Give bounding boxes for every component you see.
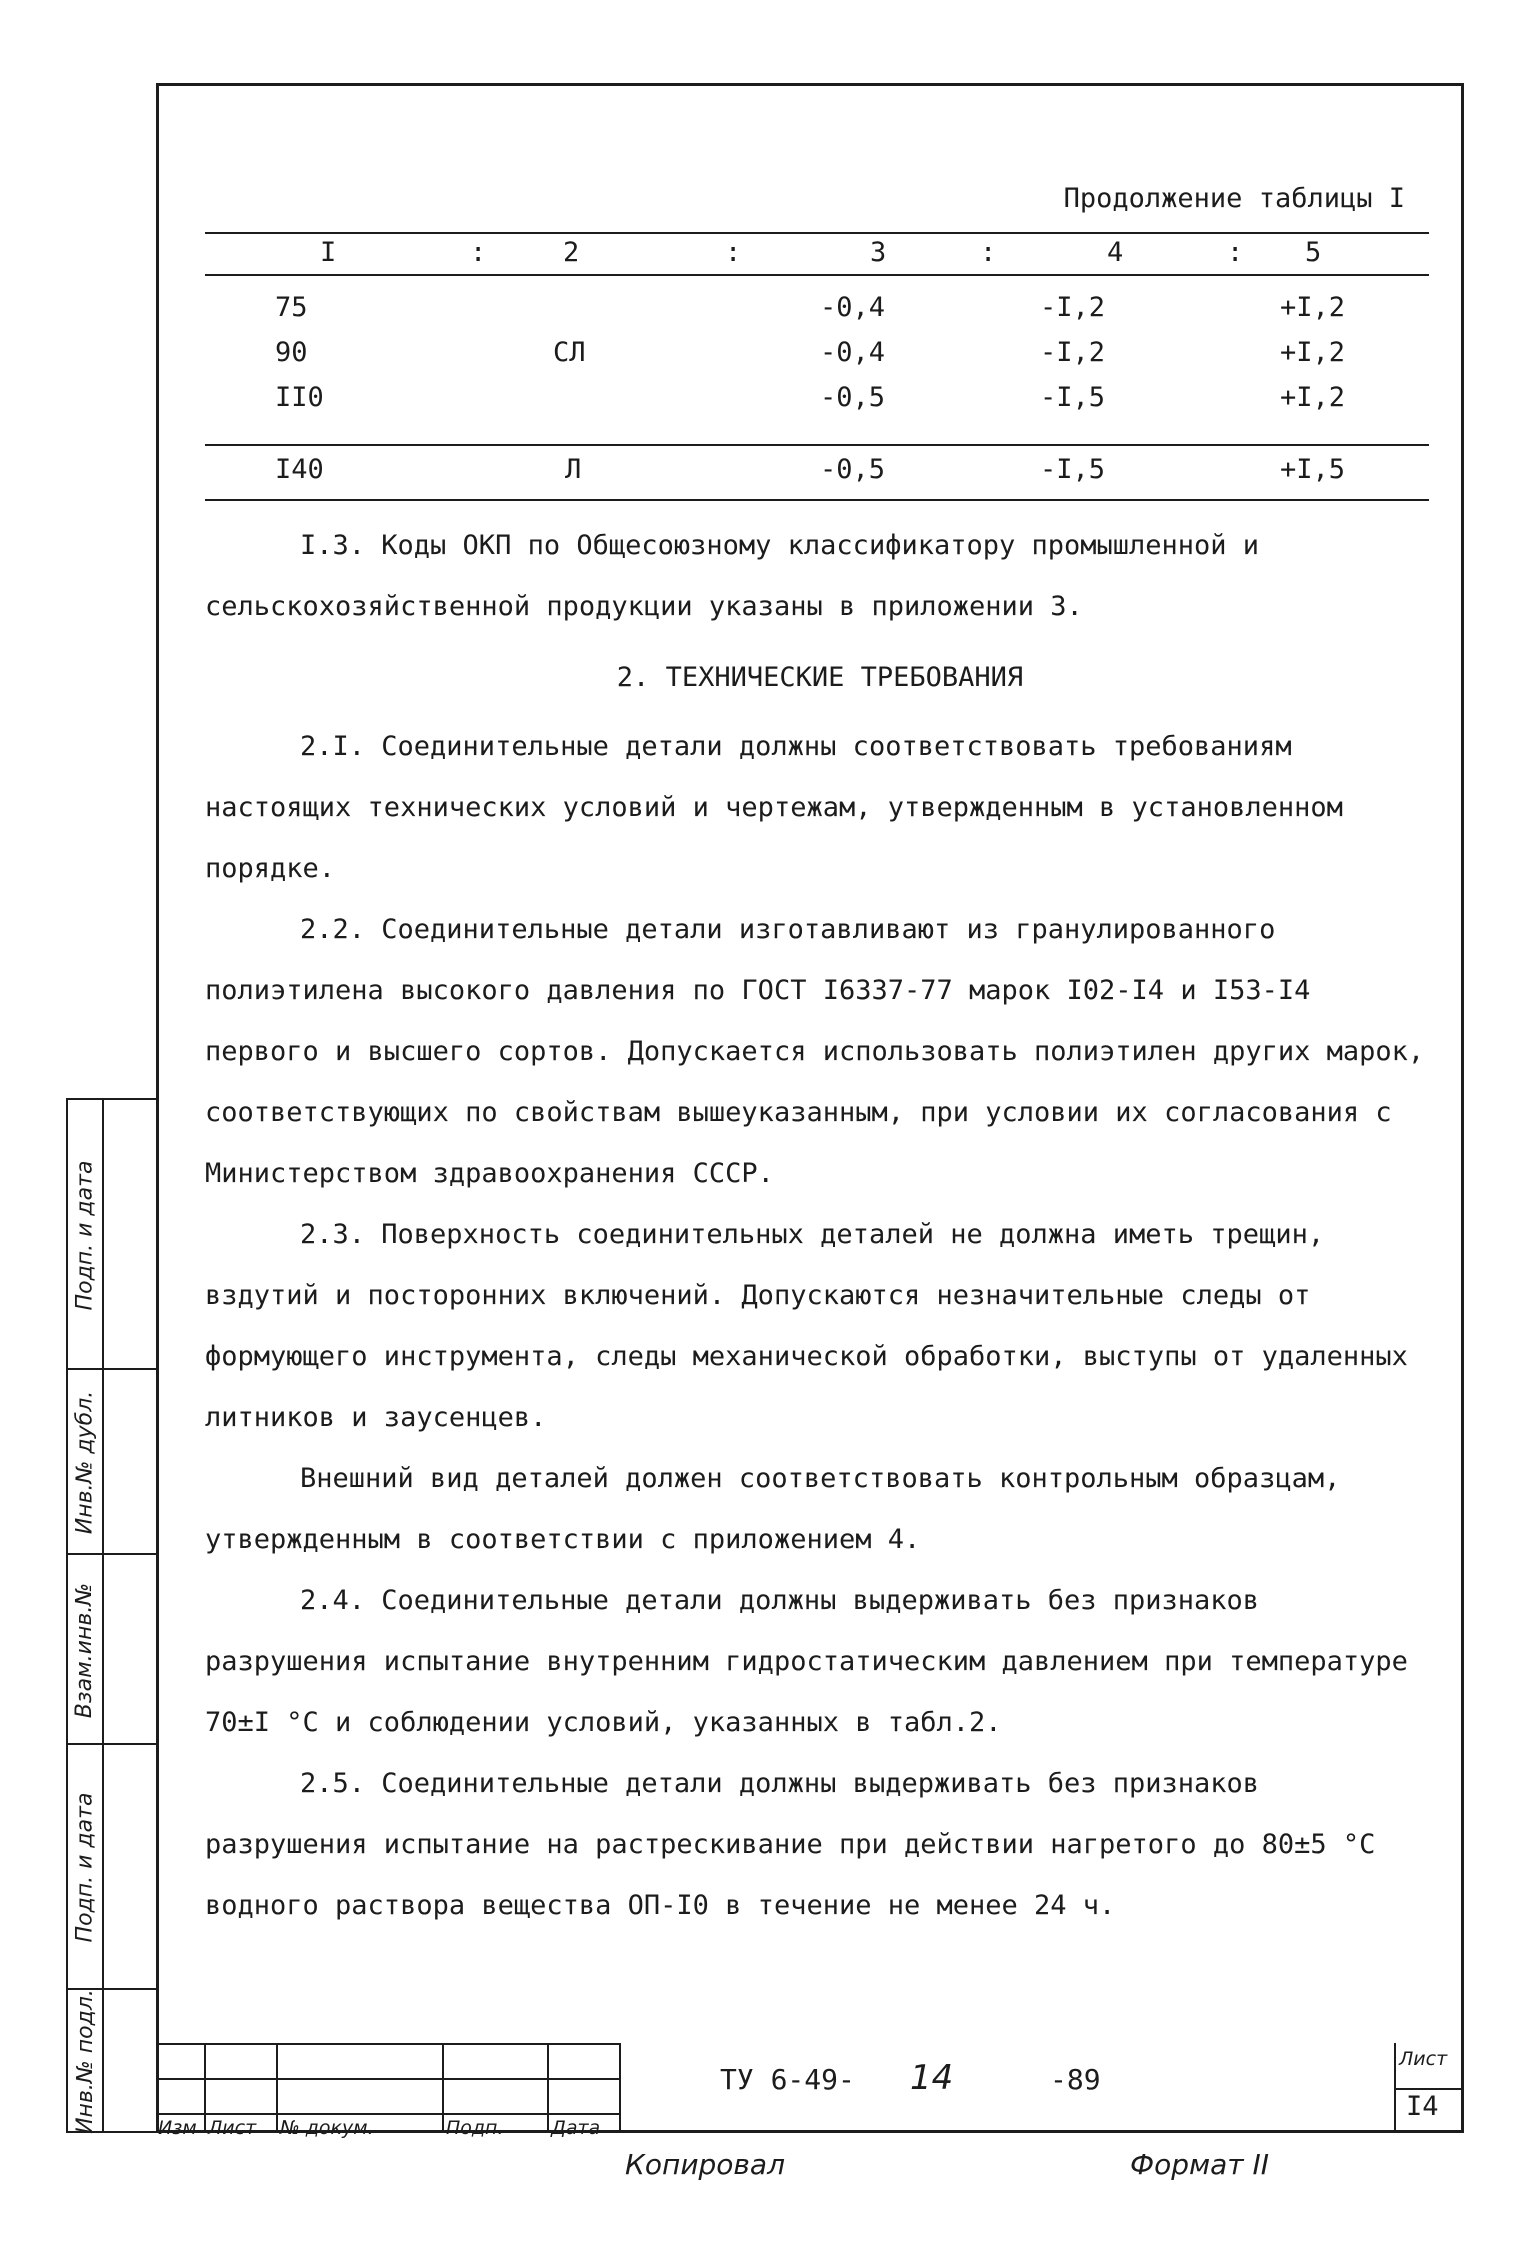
table-cell: -I,5 xyxy=(1040,382,1106,413)
table-cell: 90 xyxy=(275,337,308,368)
side-stamp xyxy=(66,1098,156,2133)
table-cell: Л xyxy=(565,454,582,485)
title-block-divider xyxy=(619,2043,621,2133)
table-header-cell: 3 xyxy=(870,237,887,268)
paragraph-2-2: 2.2. Соединительные детали изготавливают из гранулированного полиэтилена высокого давления по ГОСТ I6337-77 марок I02-I4 и I53-I4 первого и высшего сортов. Допускается использовать полиэтилен других марок, соответствующих по свойствам вышеуказанным, при условии их согласования с Министерством здравоохранения СССР. xyxy=(205,914,1425,1189)
side-label-orig-inv: Инв.№ подл. xyxy=(72,1989,98,2134)
table-cell: II0 xyxy=(275,382,324,413)
table-rule-top xyxy=(205,232,1429,234)
title-block-rule xyxy=(156,2078,621,2080)
paragraph-1-3: I.3. Коды ОКП по Общесоюзному классификатору промышленной и сельскохозяйственной продукции указаны в приложении 3. xyxy=(205,530,1260,622)
doc-code-suffix: -89 xyxy=(1050,2063,1101,2096)
table-caption: Продолжение таблицы I xyxy=(1063,183,1405,214)
label-sheet: Лист xyxy=(208,2117,257,2139)
sheet-number: I4 xyxy=(1406,2091,1439,2122)
title-block-divider xyxy=(1394,2043,1396,2133)
title-block-divider xyxy=(276,2043,278,2133)
side-label-dup-inv: Инв.№ дубл. xyxy=(72,1390,98,1535)
title-block-rule xyxy=(1394,2088,1464,2090)
table-header-sep: : xyxy=(725,237,742,268)
table-header-cell: I xyxy=(320,237,337,268)
paragraph-2-3-appearance: Внешний вид деталей должен соответствовать контрольным образцам, утвержденным в соответствии с приложением 4. xyxy=(205,1463,1341,1555)
table-rule-header xyxy=(205,274,1429,276)
table-cell: -I,5 xyxy=(1040,454,1106,485)
table-cell: -I,2 xyxy=(1040,337,1106,368)
table-cell: +I,2 xyxy=(1280,292,1346,323)
table-cell: -I,2 xyxy=(1040,292,1106,323)
label-date: Дата xyxy=(551,2117,601,2139)
footer-copied: Копировал xyxy=(625,2148,785,2181)
paragraph-2-3: 2.3. Поверхность соединительных деталей не должна иметь трещин, вздутий и посторонних включений. Допускаются незначительные следы от формующего инструмента, следы механической обработки, выступы от удаленных литников и заусенцев. xyxy=(205,1219,1408,1433)
section-heading: 2. ТЕХНИЧЕСКИЕ ТРЕБОВАНИЯ xyxy=(616,662,1024,693)
label-sheet-header: Лист xyxy=(1399,2048,1448,2070)
table-cell: I40 xyxy=(275,454,324,485)
paragraph-2-1: 2.I. Соединительные детали должны соответствовать требованиям настоящих технических условий и чертежам, утвержденным в установленном порядке. xyxy=(205,731,1343,884)
label-change: Изм xyxy=(158,2117,197,2139)
table-cell: -0,5 xyxy=(820,382,886,413)
doc-code-prefix: ТУ 6-49- xyxy=(720,2063,855,2096)
table-cell: +I,5 xyxy=(1280,454,1346,485)
table-header-sep: : xyxy=(1227,237,1244,268)
table-header-cell: 2 xyxy=(563,237,580,268)
document-body xyxy=(205,515,1435,1936)
label-doc-no: № докум. xyxy=(280,2117,374,2139)
label-signature: Подп. xyxy=(446,2117,504,2139)
table-header-sep: : xyxy=(470,237,487,268)
table-cell: -0,5 xyxy=(820,454,886,485)
table-cell: 75 xyxy=(275,292,308,323)
title-block-divider xyxy=(442,2043,444,2133)
title-block-rule xyxy=(156,2113,621,2115)
title-block-divider xyxy=(547,2043,549,2133)
title-block-divider xyxy=(204,2043,206,2133)
table-cell: СЛ xyxy=(553,337,586,368)
side-label-sign-date: Подп. и дата xyxy=(72,1160,98,1310)
table-rule-bottom xyxy=(205,499,1429,501)
doc-code-number: 14 xyxy=(910,2058,954,2098)
table-cell: -0,4 xyxy=(820,337,886,368)
table-header-sep: : xyxy=(980,237,997,268)
table-cell: -0,4 xyxy=(820,292,886,323)
paragraph-2-4: 2.4. Соединительные детали должны выдерживать без признаков разрушения испытание внутренним гидростатическим давлением при температуре 70±I °С и соблюдении условий, указанных в табл.2. xyxy=(205,1585,1408,1738)
table-header-cell: 5 xyxy=(1305,237,1322,268)
table-cell: +I,2 xyxy=(1280,337,1346,368)
side-label-sign-date-2: Подп. и дата xyxy=(72,1792,98,1943)
side-label-replace-inv: Взам.инв.№ xyxy=(72,1582,98,1718)
footer-format: Формат II xyxy=(1130,2148,1270,2181)
title-block-rule xyxy=(156,2043,621,2045)
paragraph-2-5: 2.5. Соединительные детали должны выдерживать без признаков разрушения испытание на растрескивание при действии нагретого до 80±5 °С водного раствора вещества ОП-I0 в течение не менее 24 ч. xyxy=(205,1768,1376,1921)
table-cell: +I,2 xyxy=(1280,382,1346,413)
table-header-cell: 4 xyxy=(1107,237,1124,268)
table-rule-mid xyxy=(205,444,1429,446)
